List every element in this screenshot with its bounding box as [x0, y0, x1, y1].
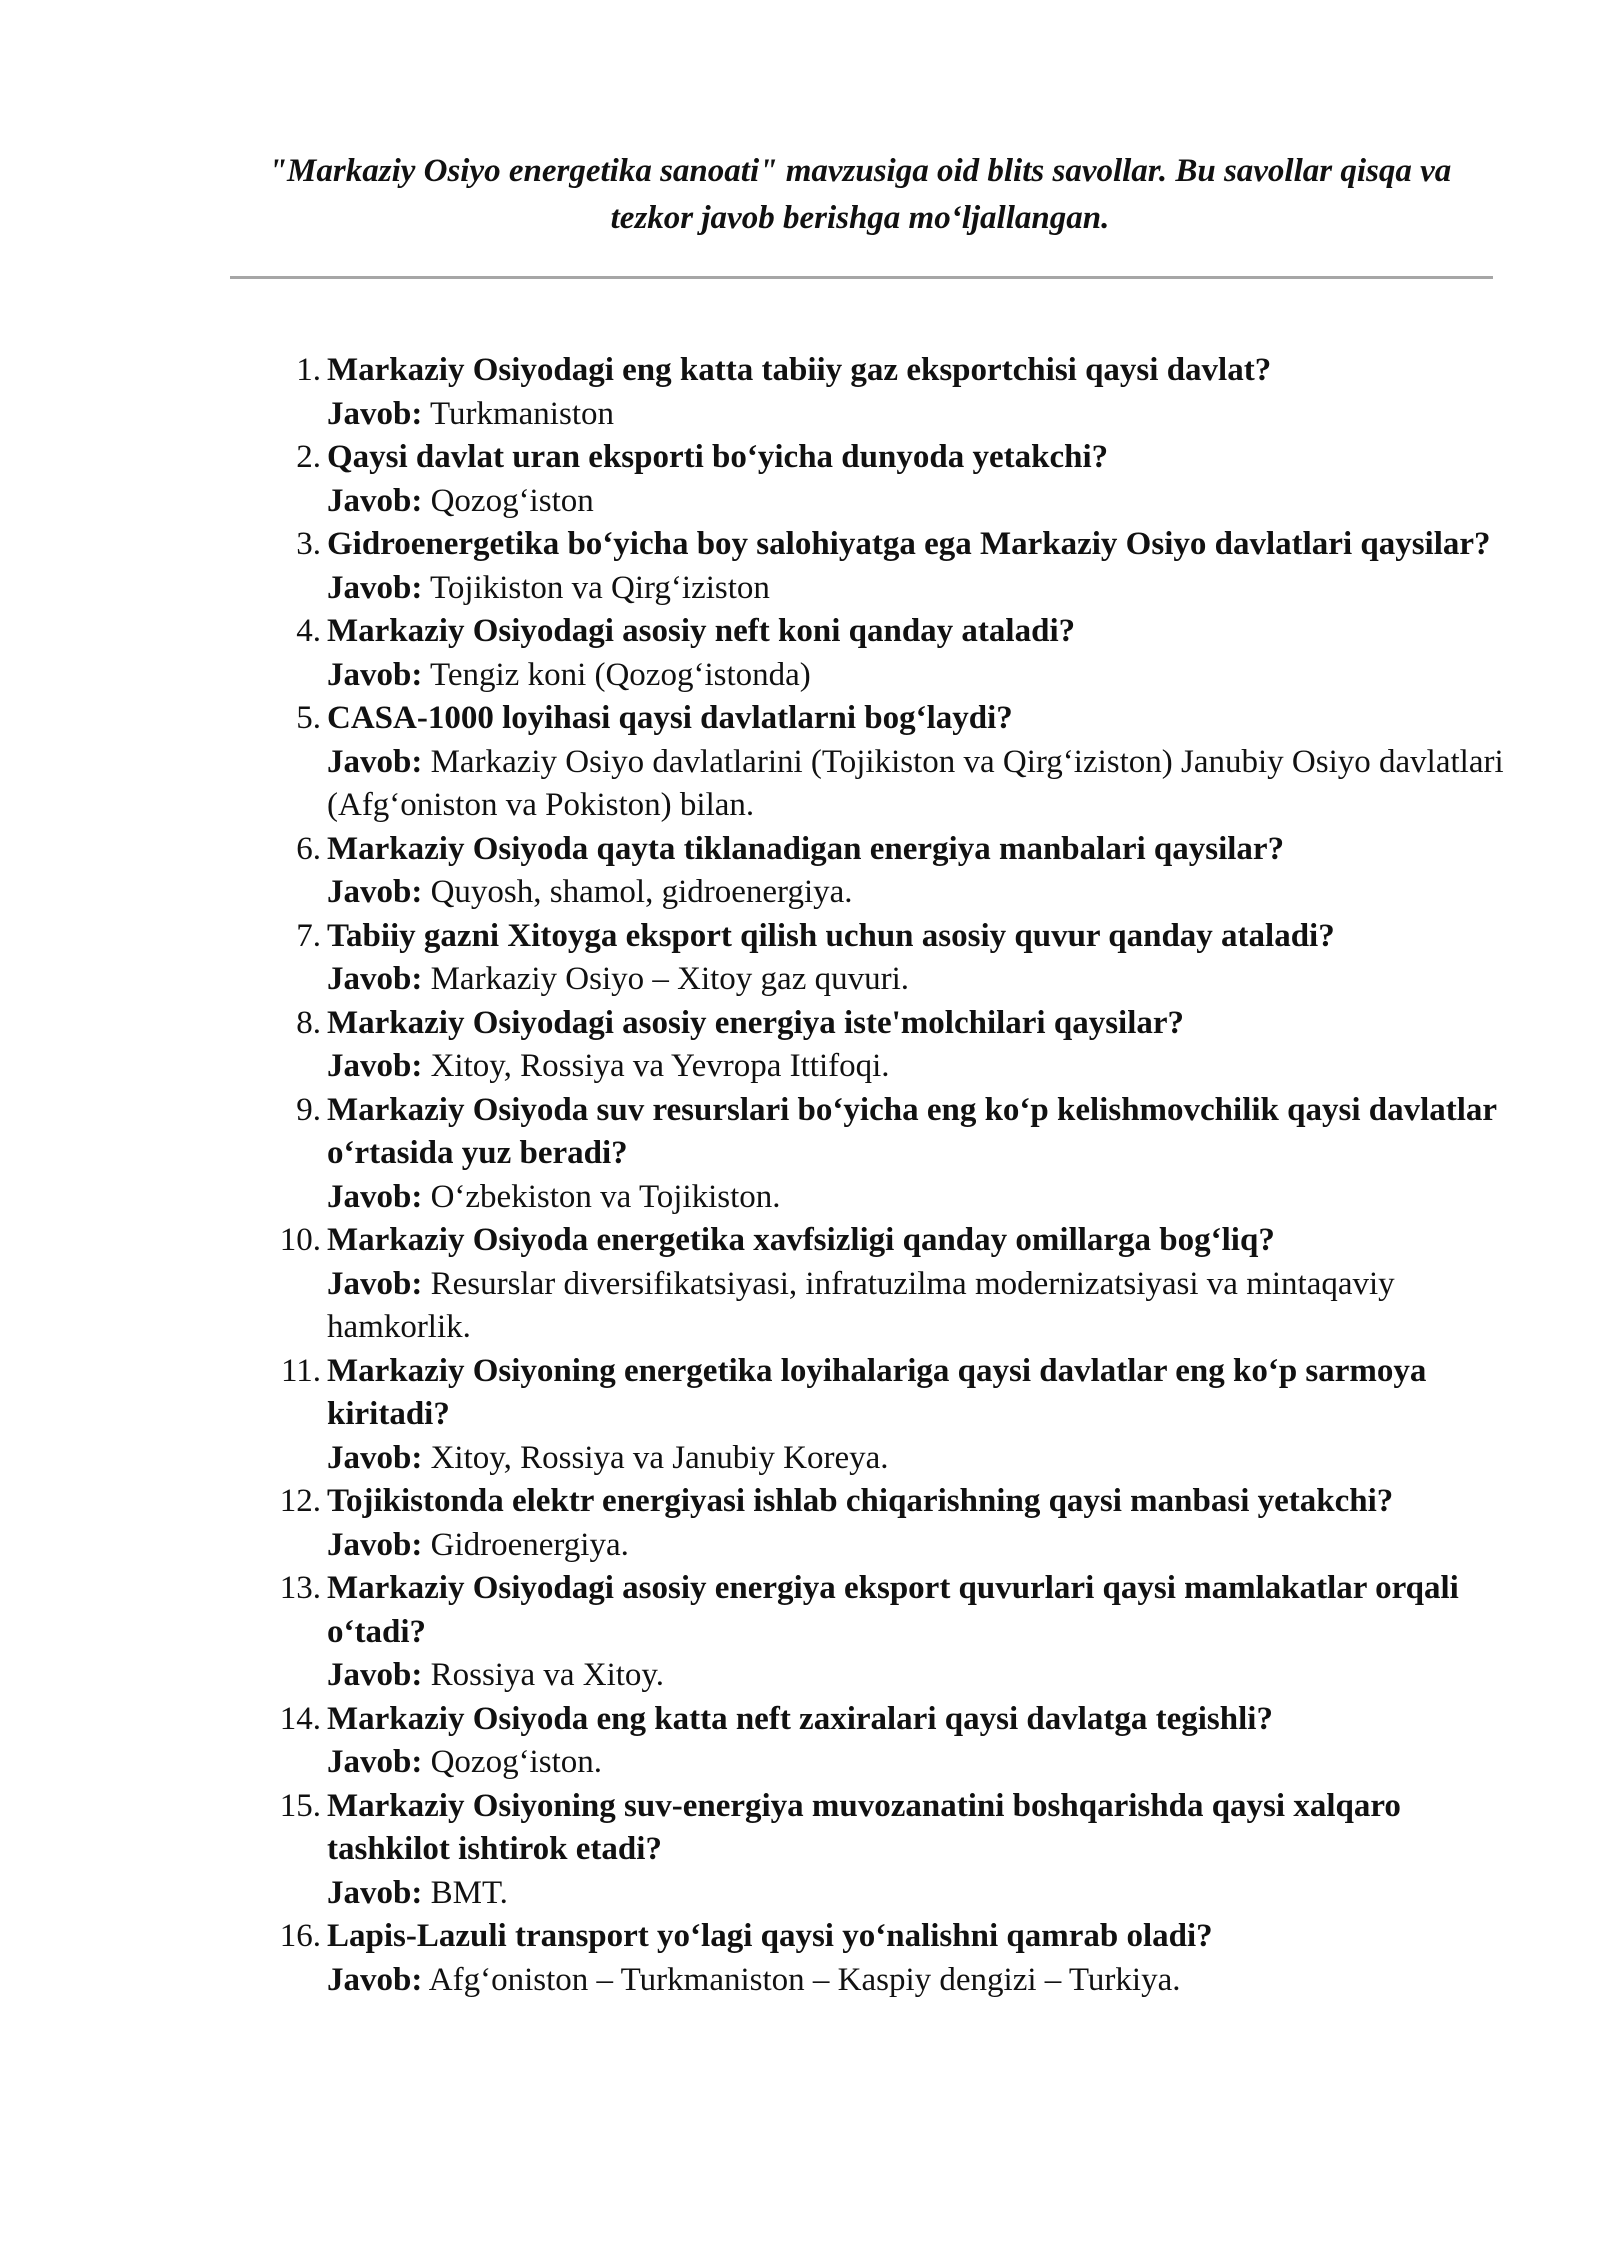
answer-label: Javob: [327, 656, 423, 693]
answer-text: O‘zbekiston va Tojikiston. [430, 1178, 781, 1215]
horizontal-divider [230, 276, 1493, 279]
item-number-text: 14. [279, 1700, 321, 1737]
item-number [230, 915, 327, 959]
item-number [230, 610, 327, 654]
list-item [230, 1219, 1520, 1350]
item-number-text: 6. [296, 830, 321, 867]
list-item [230, 915, 1520, 1002]
item-number-text: 8. [296, 1004, 321, 1041]
answer-line [327, 1872, 1520, 1916]
item-number-text: 15. [279, 1787, 321, 1824]
answer-label: Javob: [327, 1265, 423, 1302]
item-number [230, 523, 327, 567]
question-text: Markaziy Osiyoda eng katta neft zaxiralari qaysi davlatga tegishli? [327, 1700, 1273, 1737]
answer-line [327, 1045, 1520, 1089]
answer-label: Javob: [327, 1178, 423, 1215]
answer-label: Javob: [327, 1048, 423, 1084]
list-item [230, 610, 1520, 697]
answer-line [327, 1263, 1520, 1350]
answer-label: Javob: [327, 395, 423, 432]
item-number [230, 1915, 327, 1959]
answer-line [327, 741, 1520, 828]
question-text: Markaziy Osiyodagi eng katta tabiiy gaz eksportchisi qaysi davlat? [327, 352, 1272, 388]
item-number [230, 1785, 327, 1829]
item-number [230, 1002, 327, 1046]
item-number-text: 1. [296, 352, 321, 388]
question-text: Markaziy Osiyodagi asosiy energiya eksport quvurlari qaysi mamlakatlar orqali o‘tadi? [327, 1570, 1459, 1650]
answer-text: Turkmaniston [430, 395, 614, 432]
answer-label: Javob: [327, 569, 423, 606]
answer-text: Xitoy, Rossiya va Janubiy Koreya. [430, 1439, 889, 1476]
answer-line [327, 958, 1520, 1002]
list-item [230, 1002, 1520, 1089]
answer-label: Javob: [327, 874, 423, 910]
item-number-text: 7. [296, 917, 321, 954]
answer-text: Xitoy, Rossiya va Yevropa Ittifoqi. [430, 1048, 890, 1084]
item-number [230, 1480, 327, 1524]
answer-line [327, 654, 1520, 698]
item-number [230, 1698, 327, 1742]
list-item [230, 1698, 1520, 1785]
list-item [230, 1089, 1520, 1220]
question-text: Tojikistonda elektr energiyasi ishlab chiqarishning qaysi manbasi yetakchi? [327, 1483, 1394, 1519]
item-number-text: 3. [296, 526, 321, 562]
question-list [230, 349, 1520, 2002]
question-text: Lapis-Lazuli transport yo‘lagi qaysi yo‘nalishni qamrab oladi? [327, 1918, 1213, 1954]
answer-label: Javob: [327, 1439, 423, 1476]
answer-label: Javob: [327, 1657, 423, 1693]
answer-label: Javob: [327, 1526, 423, 1563]
item-number-text: 5. [296, 700, 321, 736]
item-number-text: 9. [296, 1091, 321, 1128]
answer-line [327, 1741, 1520, 1785]
answer-label: Javob: [327, 1874, 423, 1911]
answer-text: Qozog‘iston. [430, 1744, 602, 1780]
answer-line [327, 567, 1520, 611]
answer-line [327, 480, 1520, 524]
question-text: Qaysi davlat uran eksporti bo‘yicha dunyoda yetakchi? [327, 439, 1109, 475]
list-item [230, 1785, 1520, 1916]
question-text: Markaziy Osiyodagi asosiy neft koni qanday ataladi? [327, 613, 1076, 649]
answer-text: Rossiya va Xitoy. [430, 1657, 665, 1693]
answer-text: Qozog‘iston [430, 482, 594, 519]
item-number [230, 1350, 327, 1394]
item-number-text: 11. [280, 1352, 321, 1389]
list-item [230, 523, 1520, 610]
item-number-text: 4. [296, 613, 321, 649]
answer-line [327, 1654, 1520, 1698]
question-text: Markaziy Osiyoning energetika loyihalariga qaysi davlatlar eng ko‘p sarmoya kiritadi? [327, 1352, 1427, 1432]
list-item [230, 697, 1520, 828]
question-text: Markaziy Osiyoning suv-energiya muvozanatini boshqarishda qaysi xalqaro tashkilot ishtirok etadi? [327, 1787, 1401, 1867]
item-number [230, 1567, 327, 1611]
answer-label: Javob: [327, 1744, 423, 1780]
answer-text: Tojikiston va Qirg‘iziston [430, 569, 770, 606]
list-item [230, 1915, 1520, 2002]
item-number [230, 1089, 327, 1133]
intro-text: "Markaziy Osiyo energetika sanoati" mavzusiga oid blits savollar. Bu savollar qisqa va tezkor javob berishga mo‘ljallangan. [268, 153, 1452, 236]
answer-text: Afg‘oniston – Turkmaniston – Kaspiy dengizi – Turkiya. [428, 1961, 1181, 1998]
item-number-text: 10. [279, 1222, 321, 1258]
answer-label: Javob: [327, 961, 423, 997]
item-number-text: 2. [296, 439, 321, 475]
question-text: Tabiiy gazni Xitoyga eksport qilish uchun asosiy quvur qanday ataladi? [327, 917, 1335, 954]
answer-line [327, 1437, 1520, 1481]
answer-label: Javob: [327, 743, 423, 780]
answer-label: Javob: [327, 482, 423, 519]
question-text: CASA-1000 loyihasi qaysi davlatlarni bog‘laydi? [327, 700, 1013, 736]
list-item [230, 349, 1520, 436]
list-item [230, 828, 1520, 915]
item-number [230, 697, 327, 741]
list-item [230, 436, 1520, 523]
answer-text: Tengiz koni (Qozog‘istonda) [430, 656, 811, 693]
answer-text: Gidroenergiya. [430, 1526, 629, 1563]
item-number [230, 349, 327, 393]
answer-line [327, 1959, 1520, 2003]
list-item [230, 1350, 1520, 1481]
answer-line [327, 393, 1520, 437]
answer-text: Quyosh, shamol, gidroenergiya. [430, 874, 853, 910]
question-text: Markaziy Osiyoda suv resurslari bo‘yicha eng ko‘p kelishmovchilik qaysi davlatlar o‘rtasida yuz beradi? [327, 1091, 1497, 1171]
item-number-text: 13. [279, 1570, 321, 1606]
item-number [230, 828, 327, 872]
question-text: Gidroenergetika bo‘yicha boy salohiyatga ega Markaziy Osiyo davlatlari qaysilar? [327, 526, 1491, 562]
answer-text: Resurslar diversifikatsiyasi, infratuzilma modernizatsiyasi va mintaqaviy hamkorlik. [327, 1265, 1395, 1345]
answer-label: Javob: [327, 1961, 423, 1998]
question-text: Markaziy Osiyoda energetika xavfsizligi qanday omillarga bog‘liq? [327, 1222, 1275, 1258]
question-text: Markaziy Osiyoda qayta tiklanadigan energiya manbalari qaysilar? [327, 830, 1285, 867]
answer-text: BMT. [430, 1874, 508, 1911]
item-number-text: 12. [279, 1483, 321, 1519]
answer-line [327, 871, 1520, 915]
item-number-text: 16. [279, 1918, 321, 1954]
answer-line [327, 1524, 1520, 1568]
item-number [230, 1219, 327, 1263]
answer-text: Markaziy Osiyo davlatlarini (Tojikiston va Qirg‘iziston) Janubiy Osiyo davlatlari (Afg‘oniston va Pokiston) bilan. [327, 743, 1504, 823]
answer-line [327, 1176, 1520, 1220]
item-number [230, 436, 327, 480]
list-item [230, 1480, 1520, 1567]
question-text: Markaziy Osiyodagi asosiy energiya iste'molchilari qaysilar? [327, 1004, 1185, 1041]
list-item [230, 1567, 1520, 1698]
answer-text: Markaziy Osiyo – Xitoy gaz quvuri. [430, 961, 909, 997]
